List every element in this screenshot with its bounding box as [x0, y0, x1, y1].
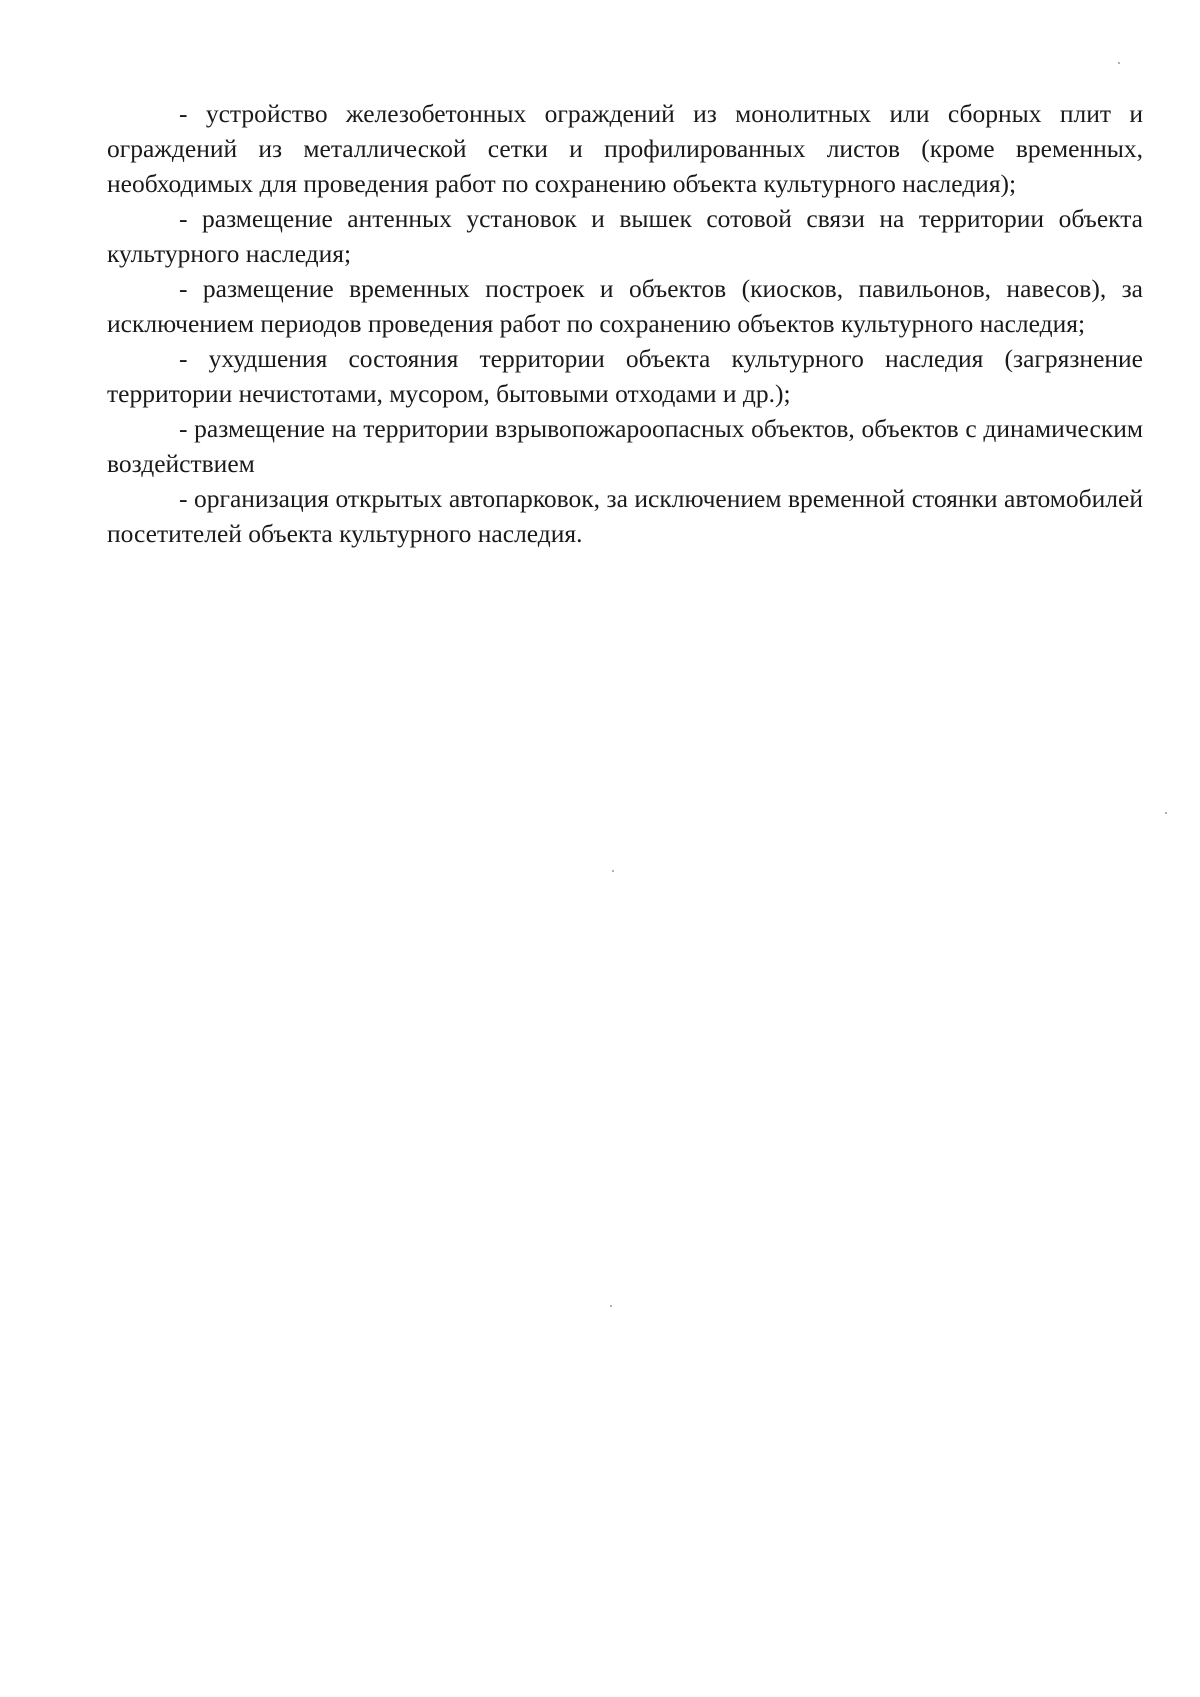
- scan-speck: [612, 870, 614, 872]
- paragraph-reinforced-concrete-fences: - устройство железобетонных ограждений из монолитных или сборных плит и ограждений из металлической сетки и профилированных листов (кроме временных, необходимых для проведения работ по сохранению объекта культурного наследия);: [107, 99, 1143, 198]
- paragraph-open-parking: - организация открытых автопарковок, за исключением временной стоянки автомобилей посетителей объекта культурного наследия.: [107, 484, 1143, 548]
- scan-speck: [1165, 812, 1167, 814]
- paragraph-temporary-buildings: - размещение временных построек и объектов (киосков, павильонов, навесов), за исключением периодов проведения работ по сохранению объектов культурного наследия;: [107, 274, 1143, 338]
- scan-speck: [610, 1305, 612, 1307]
- paragraph-antenna-installations: - размещение антенных установок и вышек сотовой связи на территории объекта культурного наследия;: [107, 204, 1143, 268]
- paragraph-territory-deterioration: - ухудшения состояния территории объекта культурного наследия (загрязнение территории нечистотами, мусором, бытовыми отходами и др.);: [107, 344, 1143, 408]
- paragraph-hazardous-objects: - размещение на территории взрывопожароопасных объектов, объектов с динамическим воздействием: [107, 414, 1143, 478]
- document-body: [107, 96, 1143, 551]
- scan-speck: [1118, 62, 1120, 64]
